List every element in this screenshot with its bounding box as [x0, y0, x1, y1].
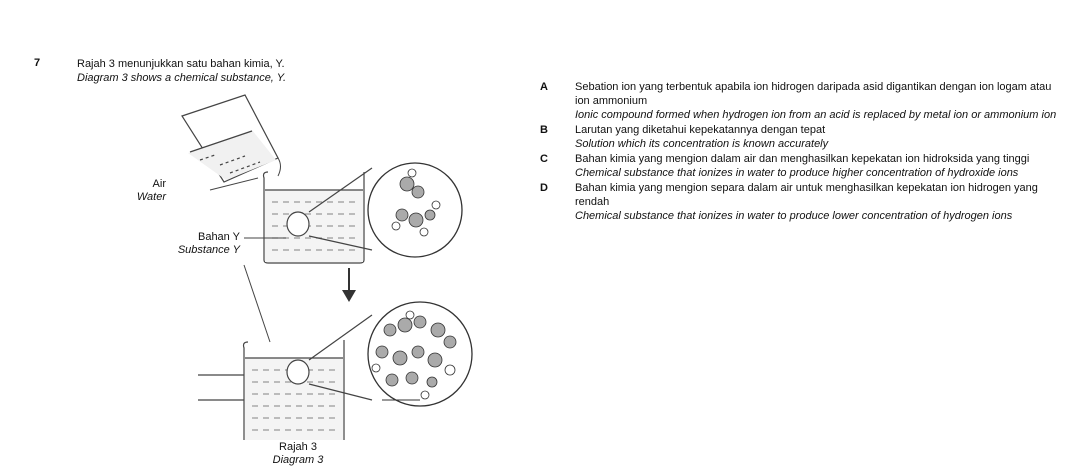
- lower-zoom-circle: [368, 302, 472, 406]
- option-letter: D: [540, 182, 548, 194]
- option-text-english: Solution which its concentration is known accurately: [575, 138, 829, 150]
- question-number: 7: [34, 57, 41, 69]
- upper-beaker: [264, 168, 373, 263]
- question-stem: [77, 57, 286, 85]
- label-substance-malay: Bahan Y: [197, 231, 240, 243]
- label-water-malay: Air: [152, 178, 166, 190]
- label-water: [120, 178, 166, 204]
- option-text-english: Chemical substance that ionizes in water to produce higher concentration of hydroxide ions: [575, 167, 1019, 179]
- water-pointer-line: [210, 178, 258, 190]
- option-b[interactable]: [540, 123, 1060, 151]
- option-text-english: Chemical substance that ionizes in water to produce lower concentration of hydrogen ions: [575, 210, 1013, 222]
- option-text-malay: Bahan kimia yang mengion separa dalam air untuk menghasilkan kepekatan ion hidrogen yang rendah: [575, 182, 1038, 208]
- label-substance-english: Substance Y: [177, 244, 240, 256]
- lower-beaker: [198, 315, 372, 440]
- lower-pointer-line: [244, 265, 270, 342]
- option-letter: A: [540, 81, 548, 93]
- answer-options: [540, 80, 1060, 224]
- beaker-diagram: [120, 90, 520, 440]
- option-letter: B: [540, 124, 548, 136]
- question-stem-malay: Rajah 3 menunjukkan satu bahan kimia, Y.: [77, 58, 285, 70]
- option-text-english: Ionic compound formed when hydrogen ion from an acid is replaced by metal ion or ammonium ion: [575, 109, 1057, 121]
- label-water-english: Water: [136, 191, 166, 203]
- upper-zoom-circle: [368, 163, 462, 257]
- label-substance: [150, 231, 240, 257]
- caption-malay: Rajah 3: [279, 441, 317, 453]
- question-stem-english: Diagram 3 shows a chemical substance, Y.: [77, 72, 287, 84]
- down-arrow-icon: [342, 268, 356, 302]
- option-a[interactable]: [540, 80, 1060, 122]
- option-c[interactable]: [540, 152, 1060, 180]
- tilted-pouring-beaker: [182, 95, 281, 182]
- caption-english: Diagram 3: [272, 454, 324, 466]
- option-letter: C: [540, 153, 548, 165]
- option-text-malay: Bahan kimia yang mengion dalam air dan menghasilkan kepekatan ion hidroksida yang tinggi: [575, 153, 1030, 165]
- option-d[interactable]: [540, 181, 1060, 223]
- option-text-malay: Sebation ion yang terbentuk apabila ion hidrogen daripada asid digantikan dengan ion logam atau ion ammonium: [575, 81, 1052, 107]
- option-text-malay: Larutan yang diketahui kepekatannya dengan tepat: [575, 124, 826, 136]
- diagram-caption: [268, 441, 328, 467]
